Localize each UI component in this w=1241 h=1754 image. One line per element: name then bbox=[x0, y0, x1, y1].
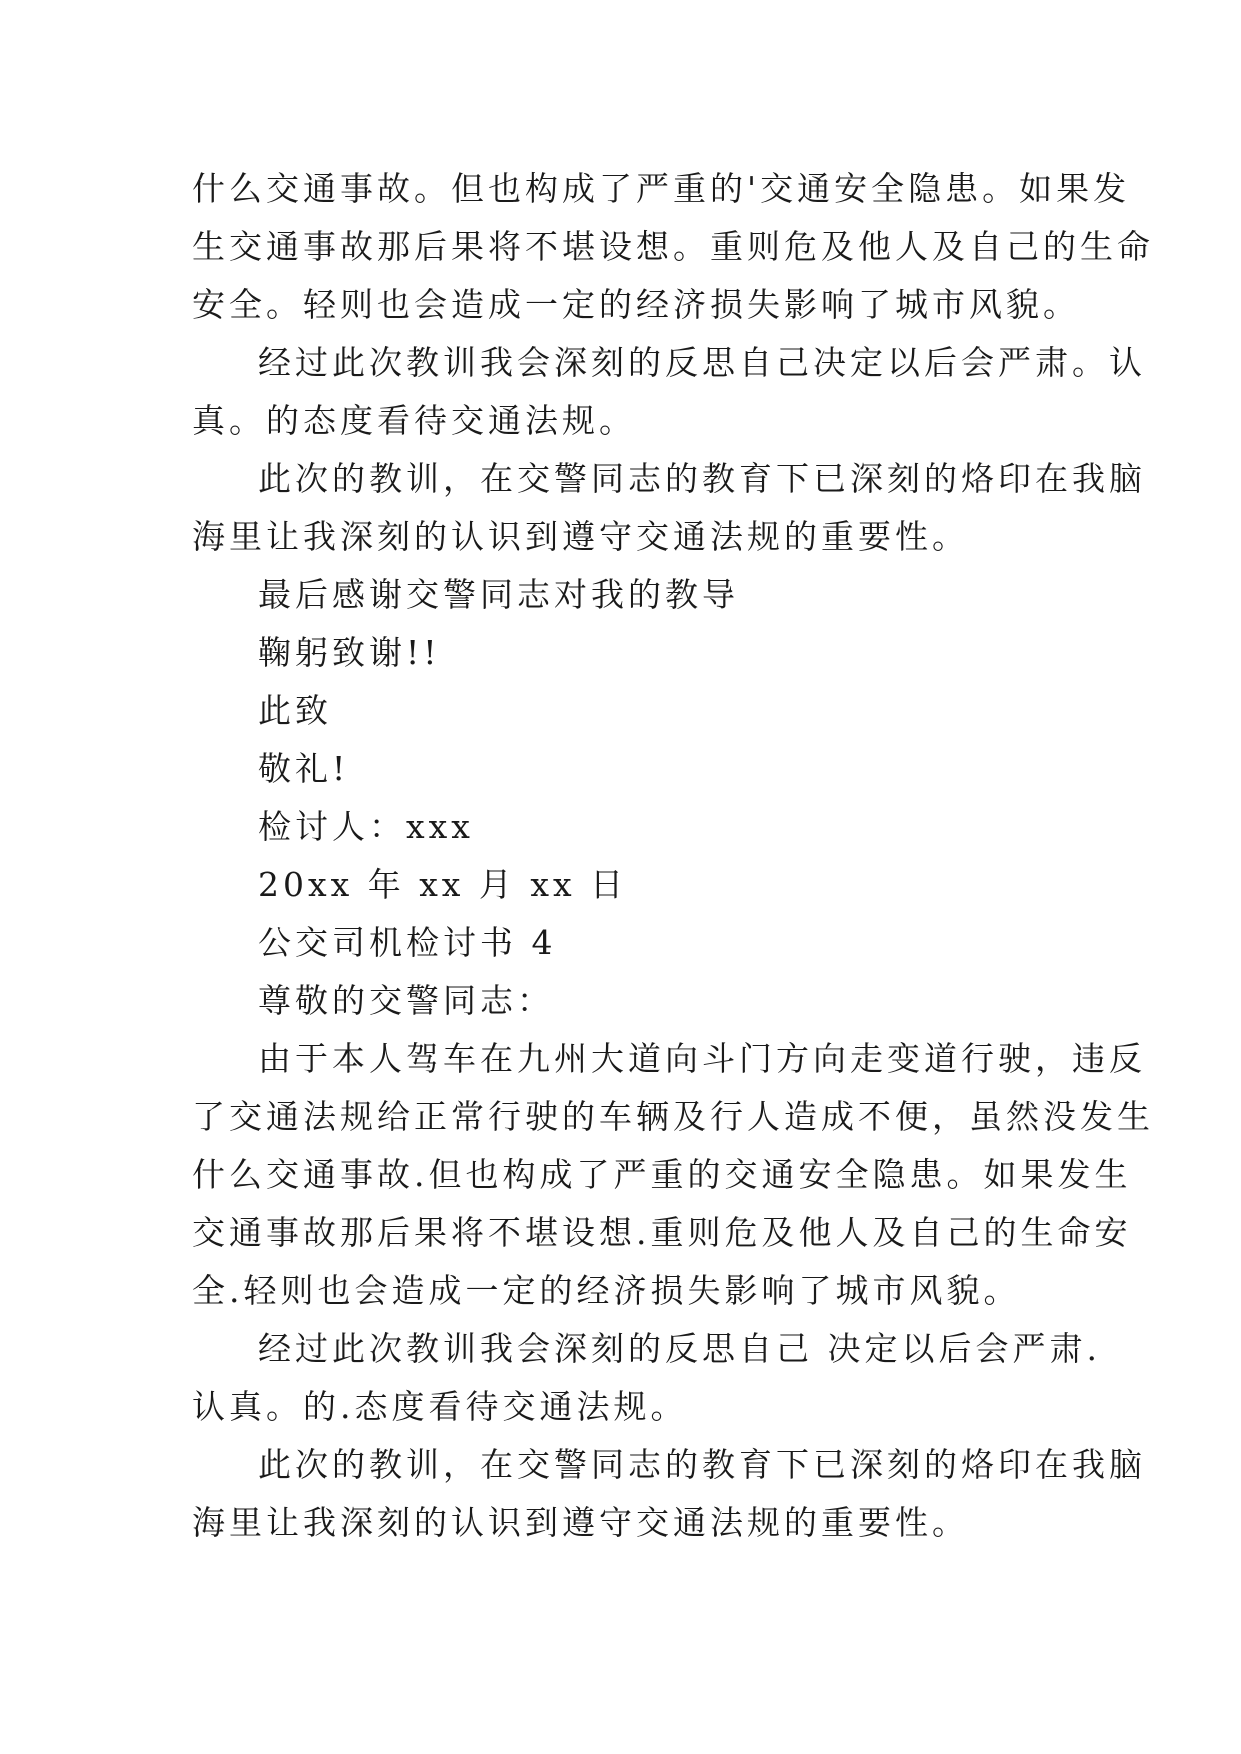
text-line: 最后感谢交警同志对我的教导 bbox=[258, 575, 739, 614]
text-line: 海里让我深刻的认识到遵守交通法规的重要性。 bbox=[192, 1503, 969, 1542]
text-line: 此次的教训，在交警同志的教育下已深刻的烙印在我脑 bbox=[258, 459, 1146, 498]
text-line: 鞠躬致谢!! bbox=[258, 633, 441, 672]
text-line: 经过此次教训我会深刻的反思自己决定以后会严肃。认 bbox=[258, 343, 1146, 382]
text-line: 什么交通事故.但也构成了严重的交通安全隐患。如果发生 bbox=[192, 1155, 1132, 1194]
text-line: 此次的教训，在交警同志的教育下已深刻的烙印在我脑 bbox=[258, 1445, 1146, 1484]
text-line: 敬礼! bbox=[258, 749, 350, 788]
text-line: 经过此次教训我会深刻的反思自己 决定以后会严肃. bbox=[258, 1329, 1101, 1368]
text-line: 20xx 年 xx 月 xx 日 bbox=[258, 865, 628, 904]
text-line: 安全。轻则也会造成一定的经济损失影响了城市风貌。 bbox=[192, 285, 1080, 324]
text-line: 检讨人：xxx bbox=[258, 807, 474, 846]
text-line: 全.轻则也会造成一定的经济损失影响了城市风貌。 bbox=[192, 1271, 1021, 1310]
text-line: 海里让我深刻的认识到遵守交通法规的重要性。 bbox=[192, 517, 969, 556]
text-line: 什么交通事故。但也构成了严重的'交通安全隐患。如果发 bbox=[192, 169, 1131, 208]
text-line: 由于本人驾车在九州大道向斗门方向走变道行驶，违反 bbox=[258, 1039, 1146, 1078]
text-line: 公交司机检讨书 4 bbox=[258, 923, 557, 962]
text-line: 真。的态度看待交通法规。 bbox=[192, 401, 636, 440]
text-line: 了交通法规给正常行驶的车辆及行人造成不便，虽然没发生 bbox=[192, 1097, 1154, 1136]
text-line: 认真。的.态度看待交通法规。 bbox=[192, 1387, 688, 1426]
text-line: 交通事故那后果将不堪设想.重则危及他人及自己的生命安 bbox=[192, 1213, 1132, 1252]
text-line: 生交通事故那后果将不堪设想。重则危及他人及自己的生命 bbox=[192, 227, 1154, 266]
text-line: 此致 bbox=[258, 691, 332, 730]
text-line: 尊敬的交警同志： bbox=[258, 981, 554, 1020]
document-body bbox=[192, 160, 1154, 1552]
